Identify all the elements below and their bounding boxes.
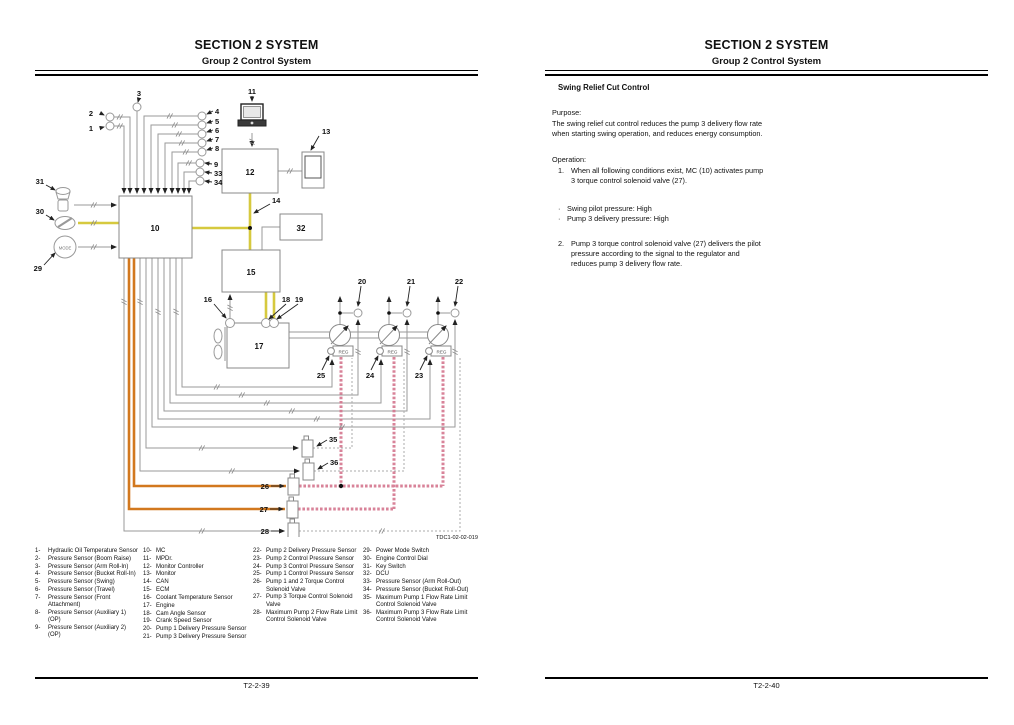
section-heading: Swing Relief Cut Control: [558, 83, 650, 92]
operation-label: Operation:: [552, 155, 587, 165]
legend-item: [143, 618, 253, 625]
control-system-diagram: [0, 85, 510, 537]
engine-control-dial-icon: [55, 217, 75, 230]
mc-box: [119, 196, 192, 258]
legend-item-label: Pressure Sensor (Arm Roll-In): [48, 563, 129, 570]
right-page-body: [552, 108, 764, 269]
legend-item: [35, 564, 143, 571]
legend-item-number: 33-: [363, 579, 372, 586]
monitor-controller-box: [222, 149, 278, 193]
svg-text:9: 9: [214, 160, 219, 169]
legend-item-label: Key Switch: [376, 563, 406, 570]
svg-text:27: 27: [259, 505, 268, 514]
legend-item: [253, 556, 363, 563]
legend-item-number: 25-: [253, 571, 262, 578]
legend-item-number: 30-: [363, 555, 372, 562]
legend-item-number: 9-: [35, 625, 41, 632]
legend-item-number: 3-: [35, 563, 41, 570]
condition-bullet: [552, 214, 764, 224]
flow-limit-lines: [299, 358, 460, 531]
legend-item: [253, 594, 363, 609]
legend-item-label: ECM: [156, 587, 170, 594]
bullet-dot: ·: [558, 214, 561, 224]
condition-bullet: [552, 204, 764, 214]
legend-item: [363, 564, 481, 571]
legend-item-number: 12-: [143, 563, 152, 570]
step-number: 2.: [558, 238, 565, 248]
key-switch-icon: [56, 188, 70, 212]
svg-text:5: 5: [215, 117, 220, 126]
legend-item: [143, 611, 253, 618]
legend-item: [35, 610, 143, 625]
legend-item-label: Pressure Sensor (Swing): [48, 579, 115, 586]
legend-item-number: 29-: [363, 548, 372, 554]
right-page-subtitle: Group 2 Control System: [711, 56, 822, 67]
svg-text:31: 31: [35, 177, 44, 186]
monitor-icon: [302, 152, 324, 188]
svg-text:7: 7: [215, 135, 220, 144]
legend-item: [35, 556, 143, 563]
legend-item: [35, 587, 143, 594]
legend-item-number: 14-: [143, 579, 152, 586]
legend-item-number: 34-: [363, 587, 372, 594]
legend-item-number: 27-: [253, 594, 262, 601]
svg-text:21: 21: [406, 277, 416, 286]
svg-text:24: 24: [365, 371, 375, 380]
legend-item-number: 8-: [35, 610, 41, 616]
legend-item-number: 6-: [35, 587, 41, 594]
legend-column: [253, 548, 363, 642]
legend-item-label: Pressure Sensor (Auxiliary 2) (OP): [48, 625, 127, 639]
legend-item-number: 22-: [253, 548, 262, 554]
dcu-box: [280, 214, 322, 240]
legend-item: [143, 564, 253, 571]
legend-item-label: Pressure Sensor (Boom Raise): [48, 555, 132, 562]
legend-item-label: Engine: [156, 602, 175, 609]
legend-item-number: 7-: [35, 594, 41, 601]
legend-item-label: Cam Angle Sensor: [156, 610, 207, 617]
right-page-title: SECTION 2 SYSTEM: [704, 38, 829, 52]
legend-item-number: 16-: [143, 594, 152, 601]
svg-text:22: 22: [454, 277, 464, 286]
legend-item: [35, 595, 143, 610]
step-text: Pump 3 torque control solenoid valve (27) delivers the pilot pressure according to the signal to the regulator and reduces pump 3 delivery flow rate.: [571, 238, 761, 268]
legend-item: [35, 625, 143, 640]
legend-item-label: Maximum Pump 3 Flow Rate Limit Control Solenoid Valve: [376, 610, 468, 624]
pump-1: [328, 325, 353, 357]
legend-item: [253, 564, 363, 571]
left-page-number: T2-2-39: [243, 681, 270, 690]
svg-text:36: 36: [330, 458, 339, 467]
ecm-box: [222, 250, 280, 292]
legend-item-label: Maximum Pump 2 Flow Rate Limit Control Solenoid Valve: [266, 609, 358, 623]
legend-item-number: 18-: [143, 610, 152, 617]
bullet-text: Pump 3 delivery pressure: High: [567, 214, 669, 224]
legend-item-number: 36-: [363, 610, 372, 616]
bullet-text: Swing pilot pressure: High: [567, 204, 652, 214]
legend-item-label: Pump 3 Torque Control Solenoid Valve: [266, 594, 353, 608]
svg-text:32: 32: [296, 224, 306, 233]
legend-item: [253, 548, 363, 555]
step-number: 1.: [558, 166, 565, 176]
svg-text:2: 2: [88, 109, 93, 118]
svg-text:20: 20: [357, 277, 367, 286]
svg-text:8: 8: [215, 144, 220, 153]
legend-item: [143, 556, 253, 563]
legend-item-label: Pump 2 Control Pressure Sensor: [266, 555, 355, 562]
svg-text:6: 6: [215, 126, 220, 135]
legend-item: [35, 548, 143, 555]
pump-3: [426, 325, 451, 357]
legend-item-number: 5-: [35, 579, 41, 586]
svg-text:33: 33: [214, 169, 223, 178]
fan-icon: [214, 327, 225, 361]
figure-code: TDC1-02-02-019: [436, 535, 478, 541]
purpose-label: Purpose:: [552, 108, 582, 117]
legend-item-number: 1-: [35, 548, 41, 554]
svg-text:34: 34: [214, 178, 223, 187]
legend-item-label: Pressure Sensor (Travel): [48, 587, 115, 594]
svg-text:16: 16: [203, 295, 212, 304]
legend-item-label: Pump 2 Delivery Pressure Sensor: [266, 548, 357, 554]
legend-item-label: Maximum Pump 1 Flow Rate Limit Control Solenoid Valve: [376, 594, 468, 609]
legend-item-label: Pump 3 Delivery Pressure Sensor: [156, 633, 247, 640]
svg-text:17: 17: [254, 342, 264, 351]
legend-item-number: 21-: [143, 633, 152, 640]
legend-item-label: Monitor Controller: [156, 563, 204, 570]
legend-item-label: Pump 1 Delivery Pressure Sensor: [156, 626, 247, 633]
legend-item-label: Pressure Sensor (Arm Roll-Out): [376, 579, 462, 586]
legend-item: [363, 571, 481, 578]
svg-text:26: 26: [260, 482, 269, 491]
legend-item: [363, 610, 481, 625]
operation-step: [552, 239, 764, 269]
svg-text:29: 29: [33, 264, 42, 273]
legend-item: [143, 634, 253, 641]
legend-item-number: 11-: [143, 555, 152, 562]
legend-item-number: 31-: [363, 563, 372, 570]
svg-text:10: 10: [150, 224, 160, 233]
left-page-title: SECTION 2 SYSTEM: [194, 38, 319, 52]
legend-item: [143, 603, 253, 610]
legend-item-label: Pump 1 and 2 Torque Control Solenoid Valve: [266, 579, 345, 593]
bullet-dot: ·: [558, 204, 561, 214]
legend-item: [143, 595, 253, 602]
legend-item-number: 26-: [253, 579, 262, 586]
power-mode-switch-icon: [54, 236, 76, 258]
left-footer-rule: [35, 677, 478, 679]
legend-item-label: Pressure Sensor (Bucket Roll-In): [48, 571, 136, 578]
svg-text:MODE: MODE: [58, 245, 72, 251]
legend-column: [143, 548, 253, 642]
svg-text:1: 1: [88, 124, 93, 133]
legend-item-number: 35-: [363, 594, 372, 601]
legend-item-label: Coolant Temperature Sensor: [156, 594, 233, 601]
legend-item: [143, 579, 253, 586]
diagram-legend: [35, 548, 483, 642]
laptop-icon: [238, 104, 266, 126]
legend-item-label: Monitor: [156, 571, 177, 578]
purpose-text: The swing relief cut control reduces the pump 3 delivery flow rate when starting swing operation, and reduces energy consumption.: [552, 119, 763, 139]
right-footer-rule: [545, 677, 988, 679]
svg-text:3: 3: [136, 89, 142, 98]
legend-item-number: 10-: [143, 548, 152, 554]
legend-column: [35, 548, 143, 642]
legend-item-number: 4-: [35, 571, 41, 578]
svg-text:28: 28: [260, 527, 269, 536]
svg-text:19: 19: [294, 295, 304, 304]
legend-item-label: Pressure Sensor (Bucket Roll-Out): [376, 587, 469, 594]
legend-item: [143, 587, 253, 594]
legend-item: [363, 587, 481, 594]
legend-item-number: 23-: [253, 555, 262, 562]
svg-text:15: 15: [246, 268, 256, 277]
step-text: When all following conditions exist, MC (10) activates pump 3 torque control solenoid valve (27).: [571, 166, 764, 186]
right-page-number: T2-2-40: [753, 681, 780, 690]
legend-item-label: Pump 3 Control Pressure Sensor: [266, 563, 355, 570]
legend-item: [363, 556, 481, 563]
legend-item-label: Pump 1 Control Pressure Sensor: [266, 571, 355, 578]
svg-text:14: 14: [272, 196, 281, 205]
legend-item: [253, 571, 363, 578]
right-header-rule: [545, 70, 988, 76]
legend-item-label: Hydraulic Oil Temperature Sensor: [48, 548, 138, 554]
svg-text:25: 25: [316, 371, 326, 380]
legend-item-label: Crank Speed Sensor: [156, 618, 212, 625]
svg-text:REG: REG: [338, 349, 349, 355]
legend-item-number: 24-: [253, 563, 262, 570]
legend-item: [363, 595, 481, 610]
legend-item-number: 13-: [143, 571, 152, 578]
svg-text:12: 12: [245, 168, 255, 177]
legend-item-number: 32-: [363, 571, 372, 578]
legend-item-label: Engine Control Dial: [376, 555, 428, 562]
operation-step: [552, 166, 764, 186]
legend-item: [143, 626, 253, 633]
legend-item-number: 2-: [35, 555, 41, 562]
legend-item-number: 17-: [143, 602, 152, 609]
legend-item: [35, 579, 143, 586]
legend-item-label: Power Mode Switch: [376, 548, 430, 554]
svg-text:11: 11: [248, 87, 256, 96]
legend-item-label: CAN: [156, 579, 169, 586]
legend-item: [253, 610, 363, 625]
legend-item: [363, 579, 481, 586]
legend-item-label: Pressure Sensor (Front Attachment): [48, 594, 111, 609]
svg-text:18: 18: [281, 295, 291, 304]
legend-item-number: 15-: [143, 587, 152, 594]
legend-item: [253, 579, 363, 594]
engine-box: [214, 323, 289, 368]
svg-text:35: 35: [329, 435, 338, 444]
svg-text:REG: REG: [436, 349, 447, 355]
legend-item-label: MPDr.: [156, 555, 173, 562]
legend-column: [363, 548, 481, 642]
legend-item: [143, 571, 253, 578]
legend-item: [143, 548, 253, 555]
svg-text:23: 23: [414, 371, 424, 380]
legend-item-label: MC: [156, 548, 166, 554]
legend-item-label: DCU: [376, 571, 389, 578]
legend-item-number: 20-: [143, 626, 152, 633]
svg-text:30: 30: [35, 207, 44, 216]
svg-text:REG: REG: [387, 349, 398, 355]
left-header-rule: [35, 70, 478, 76]
left-page-subtitle: Group 2 Control System: [201, 56, 312, 67]
legend-item: [363, 548, 481, 555]
legend-item-number: 28-: [253, 609, 262, 616]
legend-item: [35, 571, 143, 578]
legend-item-label: Pressure Sensor (Auxiliary 1) (OP): [48, 610, 127, 624]
svg-text:4: 4: [215, 107, 220, 116]
legend-item-number: 19-: [143, 618, 152, 625]
svg-text:13: 13: [322, 127, 331, 136]
pump-2: [377, 325, 402, 357]
